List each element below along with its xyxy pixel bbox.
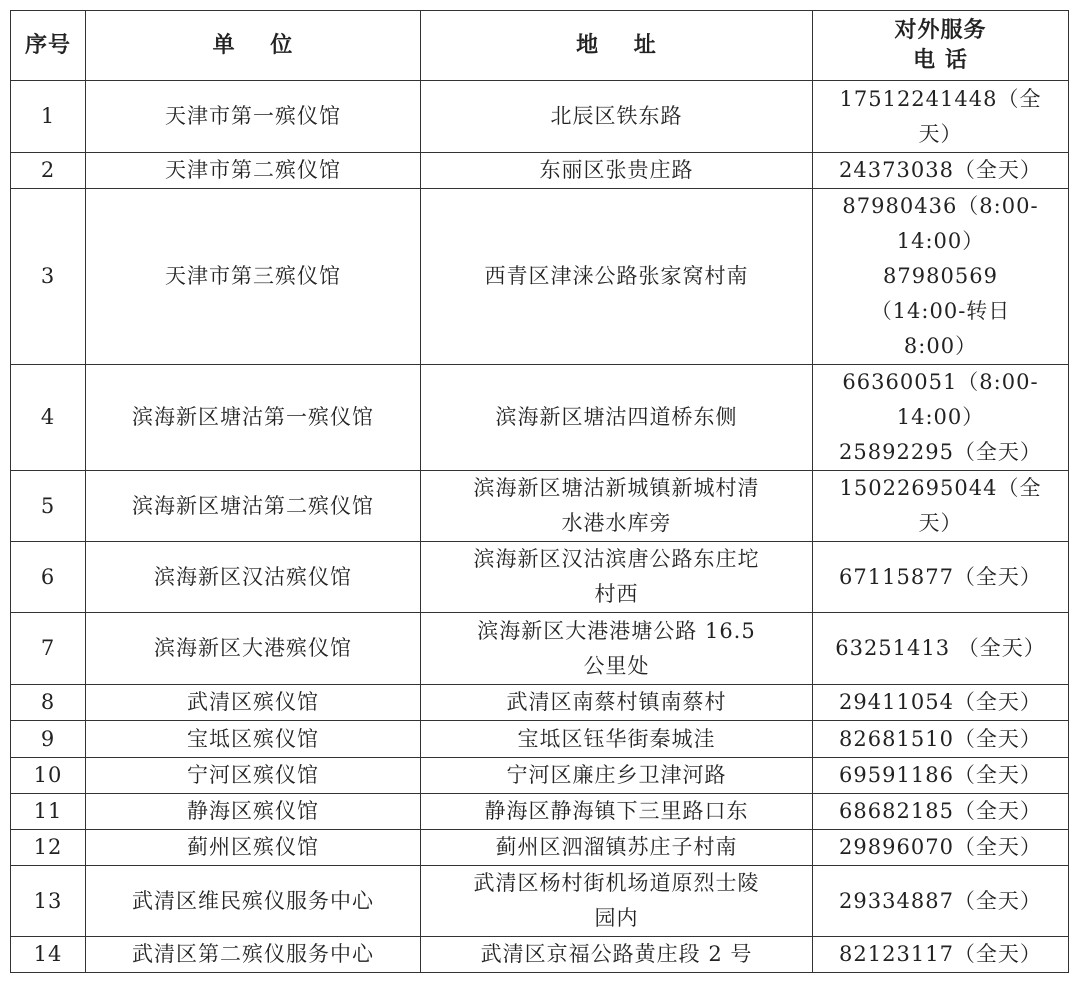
cell-unit: 武清区维民殡仪服务中心 (86, 866, 421, 937)
cell-phone: 29334887（全天） (813, 866, 1069, 937)
cell-address: 滨海新区汉沽滨唐公路东庄坨 村西 (421, 542, 813, 613)
cell-unit: 滨海新区塘沽第一殡仪馆 (86, 365, 421, 471)
table-row (11, 721, 1069, 758)
header-index: 序号 (11, 11, 86, 81)
cell-index: 6 (11, 542, 86, 613)
cell-index: 10 (11, 758, 86, 794)
cell-unit: 滨海新区汉沽殡仪馆 (86, 542, 421, 613)
header-unit: 单 位 (86, 11, 421, 81)
cell-address: 东丽区张贵庄路 (421, 153, 813, 189)
cell-phone: 15022695044（全 天） (813, 471, 1069, 542)
cell-unit: 滨海新区大港殡仪馆 (86, 613, 421, 685)
cell-phone: 68682185（全天） (813, 794, 1069, 830)
cell-phone: 24373038（全天） (813, 153, 1069, 189)
cell-index: 8 (11, 685, 86, 721)
table-row (11, 613, 1069, 685)
cell-index: 3 (11, 189, 86, 365)
table-row (11, 365, 1069, 471)
table-row (11, 794, 1069, 830)
cell-index: 11 (11, 794, 86, 830)
cell-index: 7 (11, 613, 86, 685)
cell-index: 2 (11, 153, 86, 189)
cell-unit: 宁河区殡仪馆 (86, 758, 421, 794)
cell-address: 静海区静海镇下三里路口东 (421, 794, 813, 830)
cell-unit: 静海区殡仪馆 (86, 794, 421, 830)
table-row (11, 830, 1069, 866)
cell-address: 北辰区铁东路 (421, 81, 813, 153)
cell-unit: 宝坻区殡仪馆 (86, 721, 421, 758)
table-row (11, 758, 1069, 794)
cell-index: 5 (11, 471, 86, 542)
funeral-home-table (10, 10, 1069, 973)
cell-phone: 87980436（8:00- 14:00） 87980569 （14:00-转日 8:00） (813, 189, 1069, 365)
cell-unit: 武清区第二殡仪服务中心 (86, 937, 421, 973)
cell-phone: 63251413 （全天） (813, 613, 1069, 685)
cell-address: 武清区杨村街机场道原烈士陵 园内 (421, 866, 813, 937)
header-row (11, 11, 1069, 81)
cell-address: 宝坻区钰华街秦城洼 (421, 721, 813, 758)
cell-address: 武清区京福公路黄庄段 2 号 (421, 937, 813, 973)
cell-unit: 天津市第二殡仪馆 (86, 153, 421, 189)
table-row (11, 153, 1069, 189)
table-row (11, 542, 1069, 613)
cell-address: 武清区南蔡村镇南蔡村 (421, 685, 813, 721)
table-row (11, 866, 1069, 937)
cell-unit: 天津市第三殡仪馆 (86, 189, 421, 365)
table-row (11, 471, 1069, 542)
cell-phone: 82123117（全天） (813, 937, 1069, 973)
cell-phone: 66360051（8:00- 14:00） 25892295（全天） (813, 365, 1069, 471)
cell-address: 宁河区廉庄乡卫津河路 (421, 758, 813, 794)
table-row (11, 81, 1069, 153)
cell-phone: 67115877（全天） (813, 542, 1069, 613)
cell-phone: 29896070（全天） (813, 830, 1069, 866)
cell-index: 4 (11, 365, 86, 471)
cell-index: 13 (11, 866, 86, 937)
cell-phone: 69591186（全天） (813, 758, 1069, 794)
table-row (11, 189, 1069, 365)
header-address: 地 址 (421, 11, 813, 81)
cell-index: 14 (11, 937, 86, 973)
cell-index: 1 (11, 81, 86, 153)
cell-unit: 天津市第一殡仪馆 (86, 81, 421, 153)
cell-phone: 17512241448（全 天） (813, 81, 1069, 153)
cell-address: 滨海新区大港港塘公路 16.5 公里处 (421, 613, 813, 685)
cell-address: 西青区津涞公路张家窝村南 (421, 189, 813, 365)
cell-unit: 蓟州区殡仪馆 (86, 830, 421, 866)
table-row (11, 685, 1069, 721)
cell-address: 滨海新区塘沽四道桥东侧 (421, 365, 813, 471)
cell-phone: 82681510（全天） (813, 721, 1069, 758)
cell-address: 滨海新区塘沽新城镇新城村清 水港水库旁 (421, 471, 813, 542)
cell-index: 9 (11, 721, 86, 758)
header-phone: 对外服务 电 话 (813, 11, 1069, 81)
cell-index: 12 (11, 830, 86, 866)
cell-address: 蓟州区泗溜镇苏庄子村南 (421, 830, 813, 866)
cell-unit: 滨海新区塘沽第二殡仪馆 (86, 471, 421, 542)
cell-unit: 武清区殡仪馆 (86, 685, 421, 721)
cell-phone: 29411054（全天） (813, 685, 1069, 721)
table-row (11, 937, 1069, 973)
